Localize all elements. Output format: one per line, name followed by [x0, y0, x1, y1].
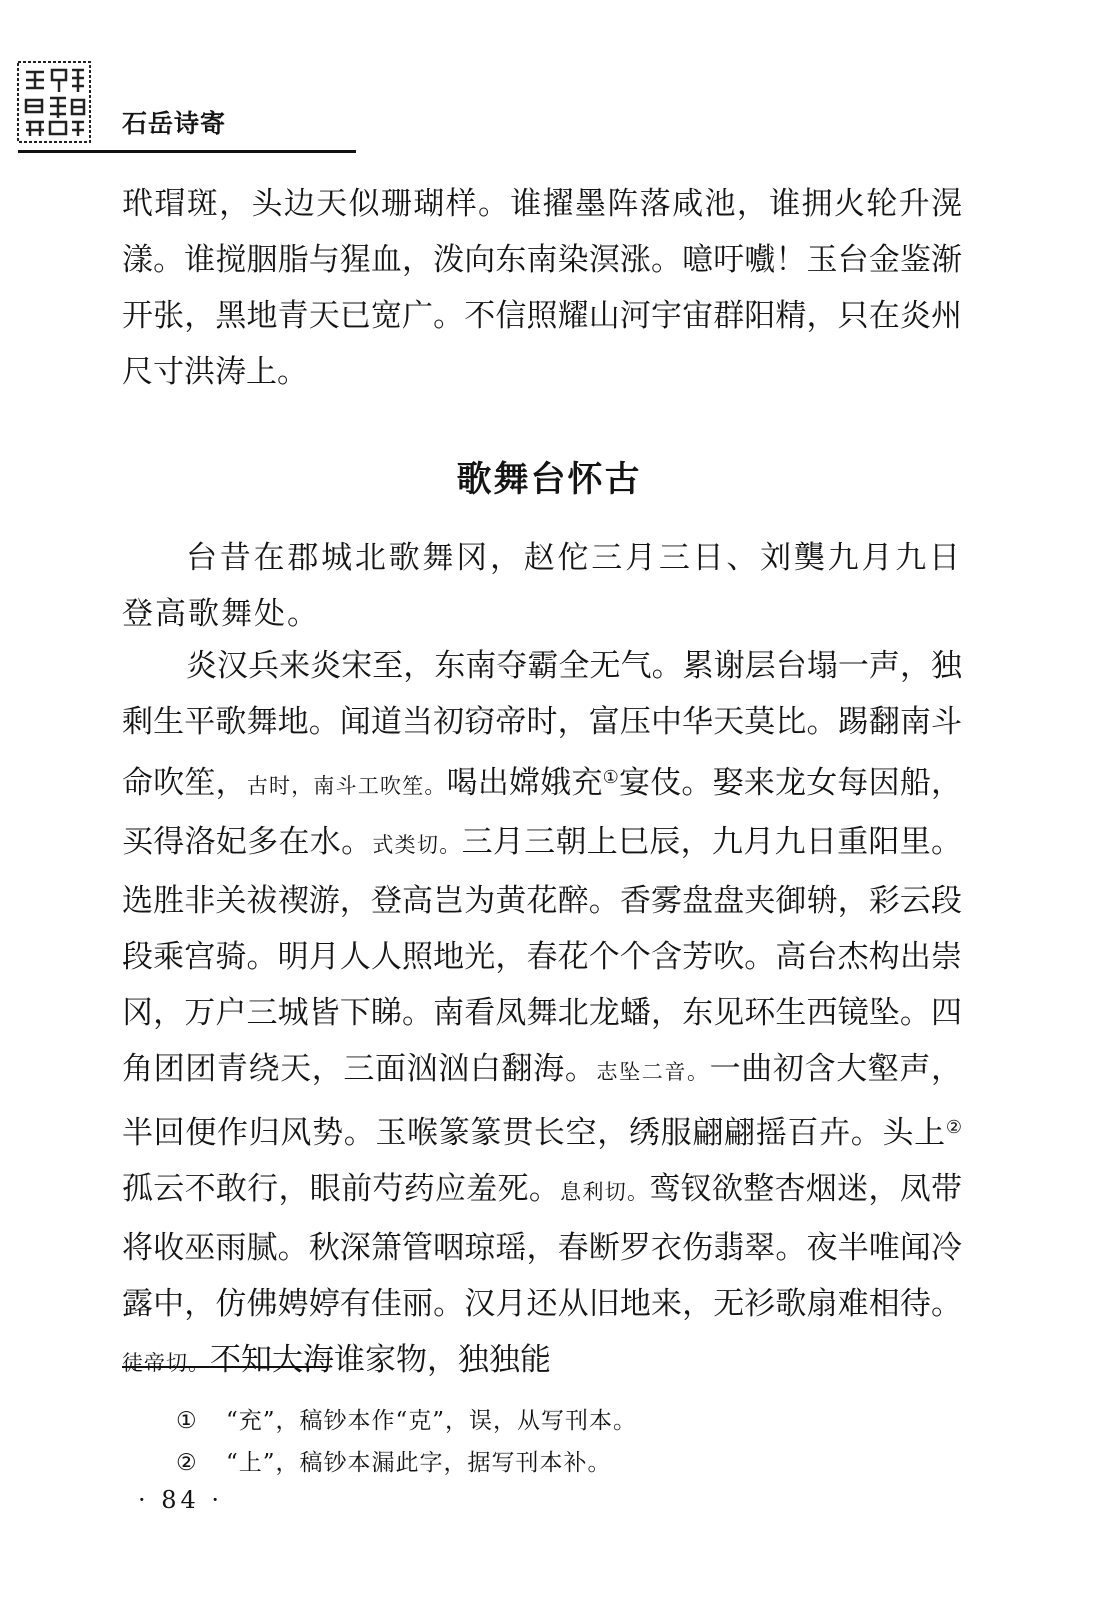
poem-annotation: 古时，南斗工吹笙。 [246, 774, 447, 798]
header-rule [18, 150, 356, 153]
poem-body [122, 638, 962, 1391]
poem-annotation: 息利切。 [560, 1180, 650, 1204]
poem-text: 不知大海谁家物，独独能 [210, 1342, 551, 1378]
poem-annotation: 志坠二音。 [596, 1060, 710, 1084]
footnote-item [176, 1400, 976, 1442]
previous-poem-continuation: 玳瑁斑，头边天似珊瑚样。谁擢墨阵落咸池，谁拥火轮升滉漾。谁搅胭脂与猩血，泼向东南染溟涨。噫吁嚱！玉台金鉴渐开张，黑地青天已宽广。不信照耀山河宇宙群阳精，只在炎州尺寸洪涛上。 [122, 186, 962, 390]
footnote-mark: ② [176, 1450, 198, 1476]
poem-annotation: 徒帝切。 [122, 1351, 210, 1375]
poem-preface: 台昔在郡城北歌舞冈，赵佗三月三日、刘龑九月九日登高歌舞处。 [122, 540, 962, 632]
footnote-text: “上”，稿钞本漏此字，据写刊本补。 [226, 1450, 612, 1476]
poem-text: 炎汉兵来炎宋至，东南夺霸全无气。累谢层台塌一声，独剩生平歌舞地。闻道当初窃帝时，富压中华天莫比。踢翻南斗命吹笙， [122, 648, 962, 801]
poem-text: 一曲初含大壑声，半回便作归风势。玉喉篆篆贯长空，绣服翩翩摇百卉。头上 [122, 1051, 963, 1151]
footnote-marker: ① [602, 767, 619, 788]
footnote-text: “充”，稿钞本作“克”，误，从写刊本。 [226, 1408, 638, 1434]
poem-text: 宴伎。娶来龙女每因船，买得洛妃多在水。 [122, 765, 963, 860]
footnotes [176, 1400, 976, 1484]
footnote-item [176, 1442, 976, 1484]
poem-annotation: 式类切。 [372, 833, 462, 857]
footnote-rule [122, 1366, 328, 1368]
page-number: · 84 · [138, 1486, 224, 1514]
running-title: 石岳诗寄 [122, 109, 227, 138]
poem-title: 歌舞台怀古 [456, 460, 642, 500]
poem-text: 孤云不敢行，眼前芍药应羞死。 [122, 1171, 561, 1207]
poem-text: 鸾钗欲整杏烟迷，凤带将收巫雨腻。秋深箫管咽琼瑶，春断罗衣伤翡翠。夜半唯闻冷露中，仿佛娉婷有佳丽。汉月还从旧地来，无衫歌扇难相待。 [122, 1171, 963, 1322]
poem-text: 三月三朝上巳辰，九月九日重阳里。选胜非关祓禊游，登高岂为黄花醉。香雾盘盘夹御辀，彩云段段乘宫骑。明月人人照地光，春花个个含芳吹。高台杰构出崇冈，万户三城皆下睇。南看凤舞北龙蟠，东见环生西镜坠。四角团团青绕天，三面汹汹白翻海。 [122, 824, 963, 1087]
footnote-mark: ① [176, 1408, 198, 1434]
footnote-marker: ② [945, 1117, 962, 1138]
seal-stamp-icon [16, 60, 92, 144]
poem-text: 喝出嫦娥充 [446, 765, 603, 801]
